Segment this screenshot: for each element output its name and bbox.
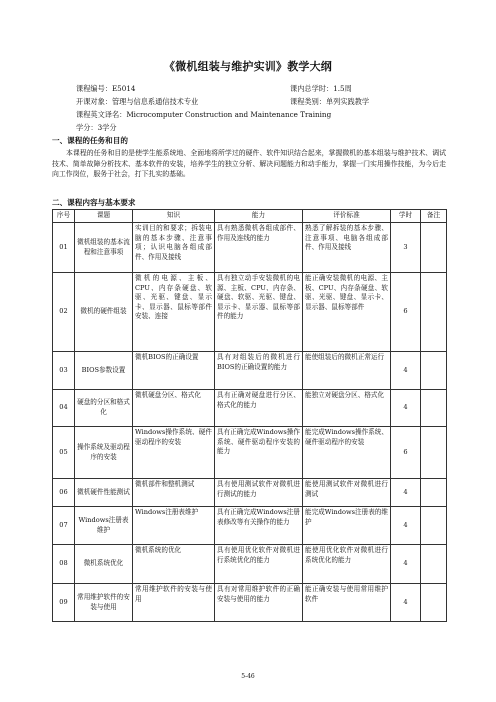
- row-hours: 6: [391, 427, 421, 479]
- row-ability: 具有正确对硬盘进行分区、格式化的能力: [215, 390, 303, 427]
- row-topic: 微机的硬件组装: [75, 273, 133, 352]
- row-note: [421, 507, 447, 545]
- row-ability: 具有正确完成Windows操作系统、硬件驱动程序安装的能力: [215, 427, 303, 479]
- row-ability: 具有熟悉微机各组成部件、作用及连线的能力: [215, 223, 303, 273]
- course-category: 课程类别：单列实践教学: [290, 97, 370, 106]
- row-hours: 4: [391, 479, 421, 507]
- row-number: 09: [53, 584, 75, 622]
- row-knowledge: 微机硬盘分区、格式化: [133, 390, 215, 427]
- audience: 开课对象：管理与信息系通信技术专业: [76, 97, 199, 106]
- table-row: [53, 427, 447, 479]
- row-hours: 4: [391, 584, 421, 622]
- page-number: 5-46: [241, 673, 255, 680]
- header-cell: 课题: [75, 210, 133, 223]
- row-knowledge: 微机部件和整机测试: [133, 479, 215, 507]
- row-topic: 操作系统及驱动程序的安装: [75, 427, 133, 479]
- row-ability: 具有对常用维护软件的正确安装与使用的能力: [215, 584, 303, 622]
- row-note: [421, 223, 447, 273]
- total-hours: 课内总学时：1.5周: [290, 84, 352, 93]
- row-note: [421, 479, 447, 507]
- table-row: [53, 273, 447, 352]
- row-note: [421, 545, 447, 584]
- row-hours: 4: [391, 352, 421, 390]
- row-criteria: 能完成Windows操作系统、硬件驱动程序的安装: [303, 427, 391, 479]
- section-heading-2: 二、课程内容与基本要求: [52, 198, 136, 207]
- row-knowledge: 实训目的和要求；拆装电脑的基本步骤、注意事项；认识电脑各组成部件、作用及接线: [133, 223, 215, 273]
- credits: 学分：3学分: [76, 123, 117, 132]
- table-header-row: [53, 210, 447, 223]
- row-number: 04: [53, 390, 75, 427]
- row-number: 05: [53, 427, 75, 479]
- row-criteria: 能完成Windows注册表的维护: [303, 507, 391, 545]
- header-cell: 评价标准: [303, 210, 391, 223]
- row-knowledge: 微机系统的优化: [133, 545, 215, 584]
- row-topic: 硬盘的分区和格式化: [75, 390, 133, 427]
- row-hours: 4: [391, 545, 421, 584]
- row-number: 08: [53, 545, 75, 584]
- row-hours: 4: [391, 507, 421, 545]
- row-topic: 微机组装的基本流程和注意事项: [75, 223, 133, 273]
- row-criteria: 熟悉了解拆装的基本步骤、注意事项、电脑各组成部件、作用及接线: [303, 223, 391, 273]
- row-ability: 具有正确完成Windows注册表修改等有关操作的能力: [215, 507, 303, 545]
- header-cell: 能力: [215, 210, 303, 223]
- table-row: [53, 390, 447, 427]
- row-ability: 具有使用测试软件对微机进行测试的能力: [215, 479, 303, 507]
- table-row: [53, 584, 447, 622]
- row-criteria: 能正确安装微机的电源、主板、CPU、内存条硬盘、软驱、光驱、键盘、显示卡、显示器、鼠标等部件: [303, 273, 391, 352]
- row-note: [421, 390, 447, 427]
- row-ability: 具有独立动手安装微机的电源、主板、CPU、内存条、硬盘、软驱、光驱、键盘、显示卡、显示器、鼠标等部件的能力: [215, 273, 303, 352]
- row-criteria: 能使用优化软件对微机进行系统优化的能力: [303, 545, 391, 584]
- header-cell: 序号: [53, 210, 75, 223]
- course-code: 课程编号：E5014: [76, 84, 136, 93]
- course-content-table: [52, 209, 447, 622]
- row-topic: 微机硬件性能测试: [75, 479, 133, 507]
- row-number: 01: [53, 223, 75, 273]
- row-note: [421, 273, 447, 352]
- table-row: [53, 545, 447, 584]
- row-knowledge: Windows操作系统、硬件驱动程序的安装: [133, 427, 215, 479]
- row-number: 07: [53, 507, 75, 545]
- row-topic: 微机系统优化: [75, 545, 133, 584]
- row-number: 03: [53, 352, 75, 390]
- table-row: [53, 507, 447, 545]
- row-hours: 4: [391, 390, 421, 427]
- english-name: 课程英文译名：Microcomputer Construction and Maintenance Training: [76, 110, 332, 119]
- row-number: 06: [53, 479, 75, 507]
- row-number: 02: [53, 273, 75, 352]
- intro-paragraph: 本课程的任务和目的是使学生能系统地、全面地将所学过的硬件、软件知识结合起来，掌握微机的基本组装与维护技术、调试技术、简单故障分析技术、基本软件的安装，培养学生的独立分析、解决问题能力和动手能力，掌握一门实用操作技能，为今后走向工作岗位，服务于社会，打下扎实的基础。: [52, 149, 446, 178]
- row-criteria: 能独立对硬盘分区、格式化: [303, 390, 391, 427]
- row-knowledge: 微机BIOS的正确设置: [133, 352, 215, 390]
- row-knowledge: 微机的电源、主板、CPU、内存条硬盘、软驱、光驱、键盘、显示卡、显示器、鼠标等部件安装、连接: [133, 273, 215, 352]
- row-criteria: 能使组装后的微机正常运行: [303, 352, 391, 390]
- row-ability: 具有使用优化软件对微机进行系统优化的能力: [215, 545, 303, 584]
- row-knowledge: 常用维护软件的安装与使用: [133, 584, 215, 622]
- document-title: 《微机组装与维护实训》教学大纲: [164, 60, 332, 73]
- row-ability: 具有对组装后的微机进行BIOS的正确设置的能力: [215, 352, 303, 390]
- header-cell: 学时: [391, 210, 421, 223]
- row-knowledge: Windows注册表维护: [133, 507, 215, 545]
- row-topic: 常用维护软件的安装与使用: [75, 584, 133, 622]
- row-note: [421, 352, 447, 390]
- row-topic: Windows注册表维护: [75, 507, 133, 545]
- header-cell: 知识: [133, 210, 215, 223]
- table-row: [53, 223, 447, 273]
- row-criteria: 能正确安装与使用常用维护软件: [303, 584, 391, 622]
- table-row: [53, 479, 447, 507]
- header-cell: 备注: [421, 210, 447, 223]
- row-hours: 6: [391, 273, 421, 352]
- section-heading-1: 一、课程的任务和目的: [52, 136, 128, 145]
- row-note: [421, 427, 447, 479]
- row-criteria: 能使用测试软件对微机进行测试: [303, 479, 391, 507]
- row-note: [421, 584, 447, 622]
- table-row: [53, 352, 447, 390]
- row-hours: 3: [391, 223, 421, 273]
- row-topic: BIOS参数设置: [75, 352, 133, 390]
